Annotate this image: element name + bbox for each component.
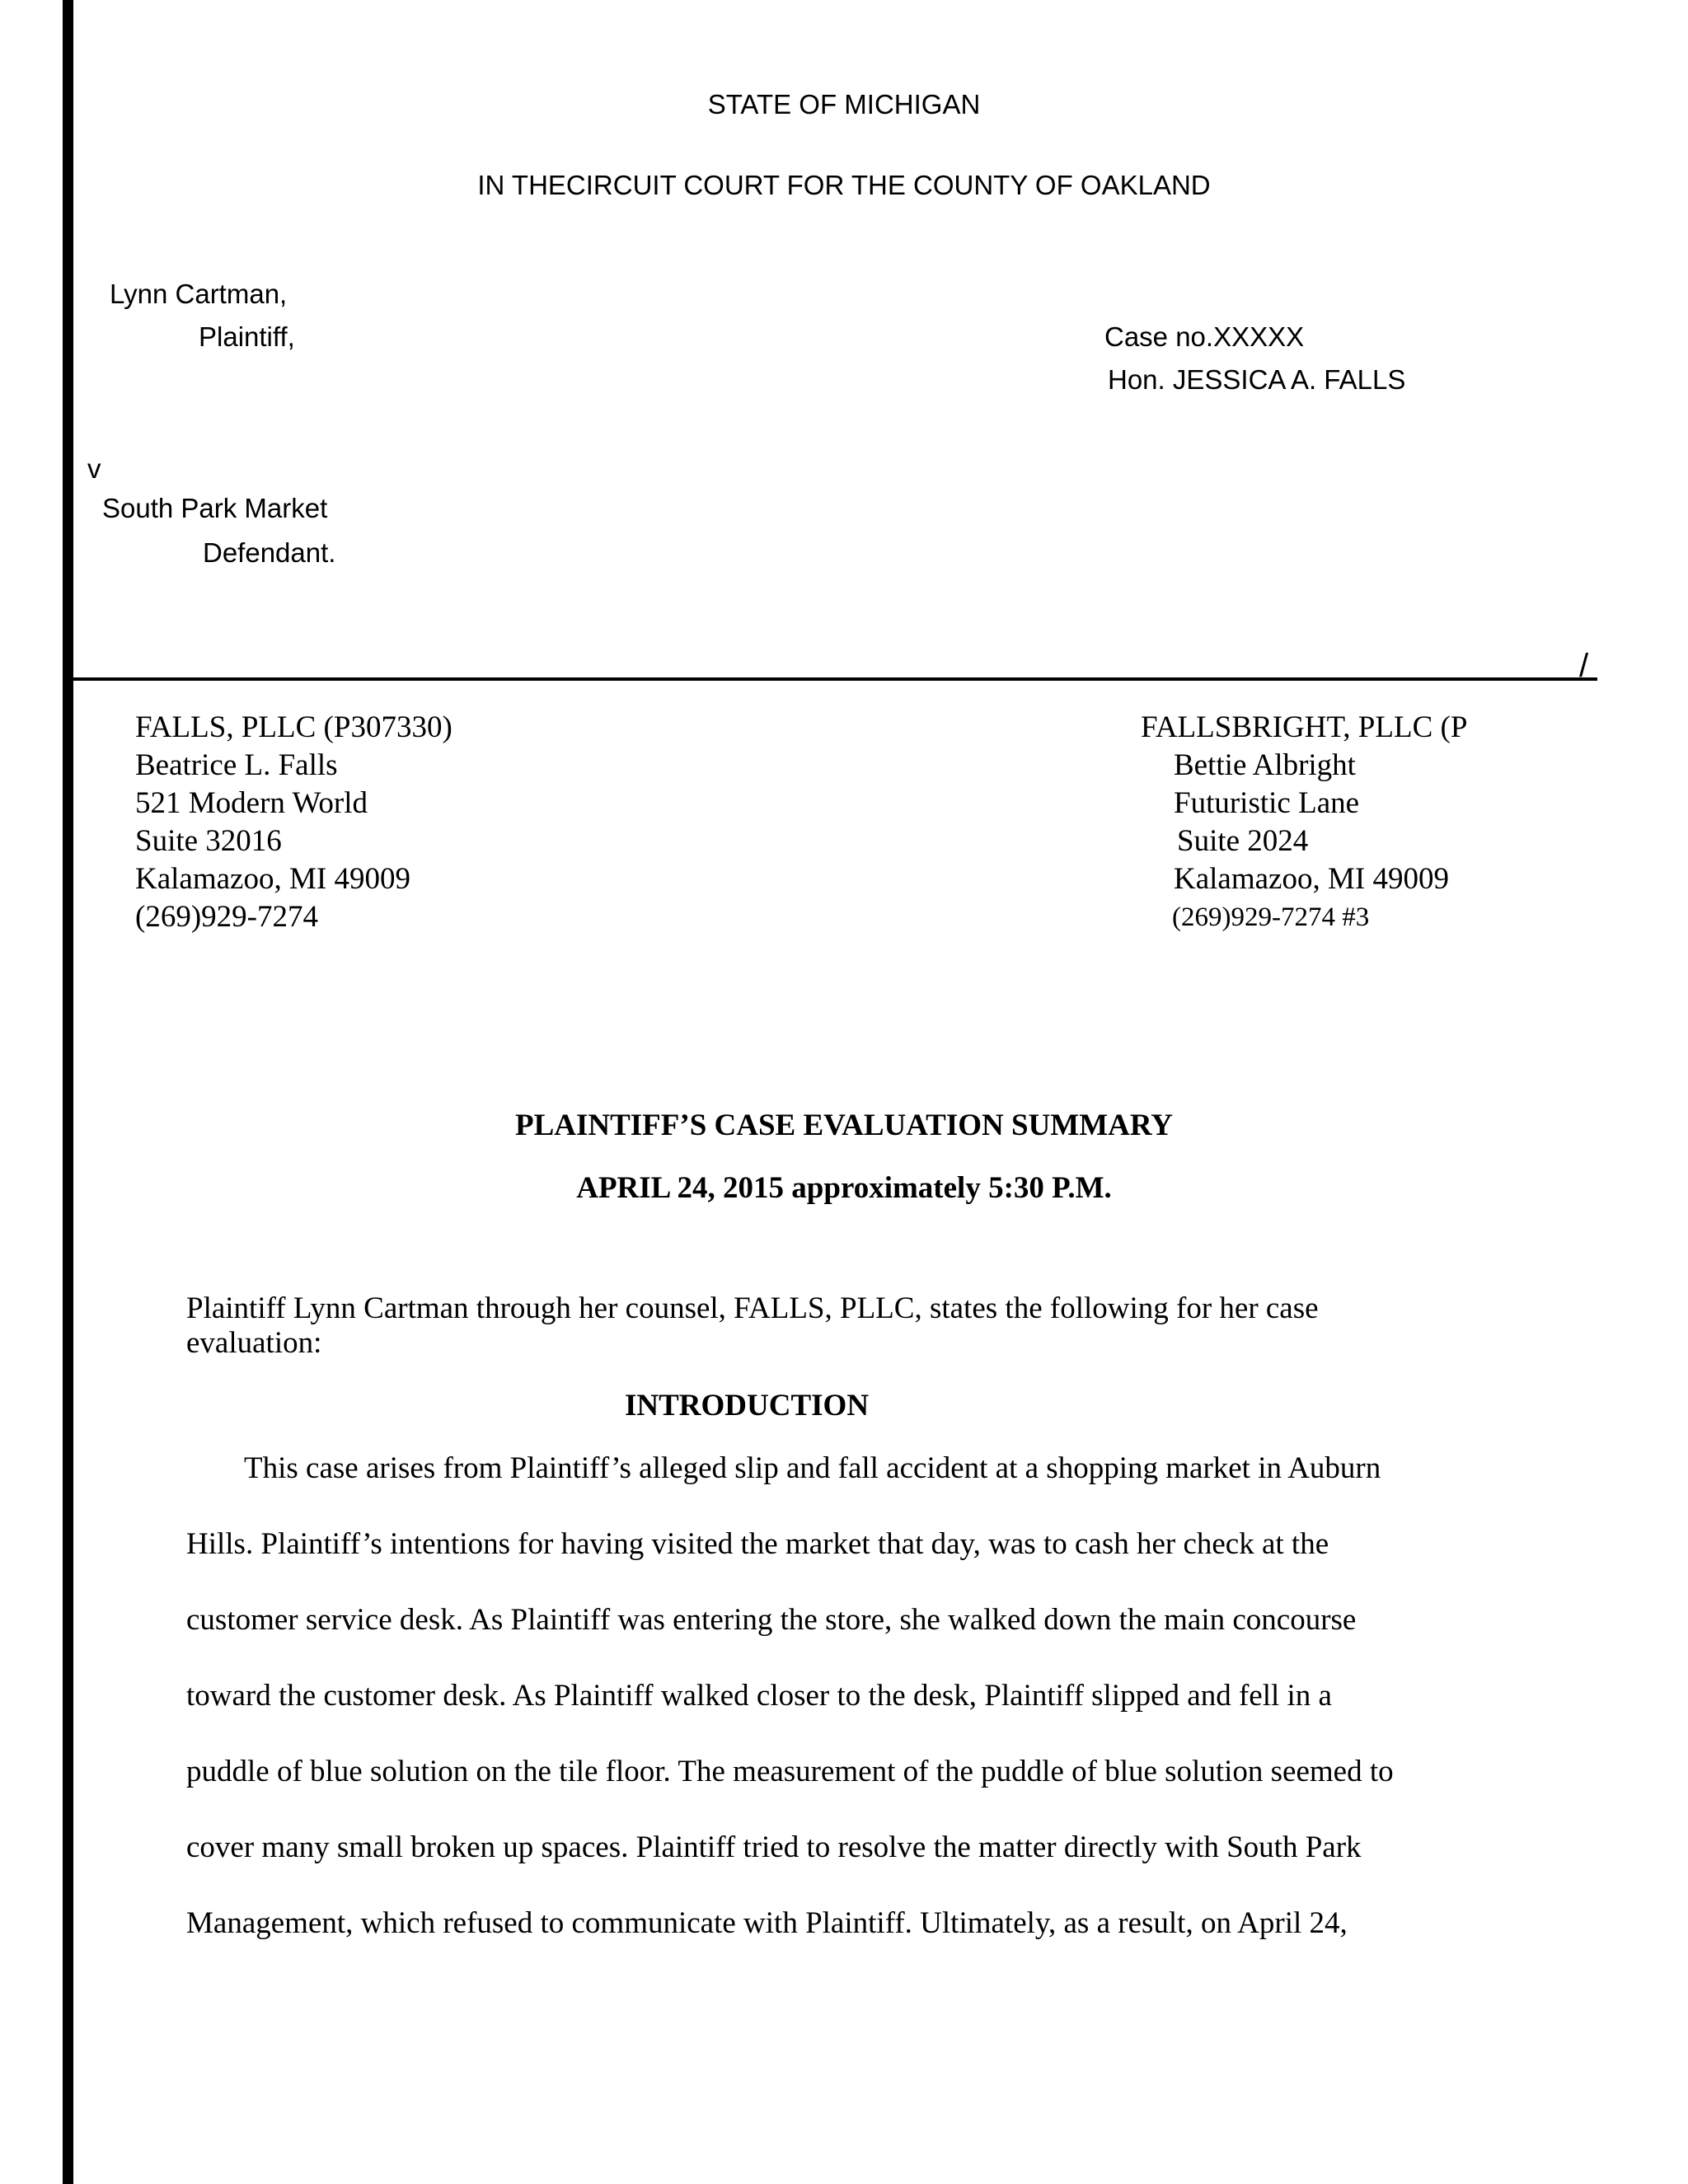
state-heading: STATE OF MICHIGAN [707,89,981,120]
defense-counsel-block [1141,709,1467,936]
caption-divider [63,677,1597,681]
incident-date: APRIL 24, 2015 approximately 5:30 P.M. [576,1171,1112,1205]
defense-counsel-suite: Suite 2024 [1177,824,1309,858]
body-line-1: This case arises from Plaintiff’s alleged slip and fall accident at a shopping market in Auburn [244,1451,1381,1485]
defense-counsel-city: Kalamazoo, MI 49009 [1174,862,1449,896]
body-line-7: Management, which refused to communicate with Plaintiff. Ultimately, as a result, on April 24, [186,1906,1348,1940]
versus-label: v [87,453,101,484]
plaintiff-counsel-street: 521 Modern World [135,786,368,820]
plaintiff-role: Plaintiff, [199,321,295,352]
defense-counsel-street: Futuristic Lane [1174,786,1360,820]
defendant-name: South Park Market [102,493,328,523]
plaintiff-counsel-phone: (269)929-7274 [135,900,318,934]
plaintiff-counsel-firm: FALLS, PLLC (P307330) [135,710,452,744]
judge-name: Hon. JESSICA A. FALLS [1108,364,1406,395]
left-margin-rule [63,0,73,2184]
intro-statement-line-1: Plaintiff Lynn Cartman through her counsel, FALLS, PLLC, states the following for her case [186,1291,1319,1325]
body-line-3: customer service desk. As Plaintiff was entering the store, she walked down the main concourse [186,1603,1357,1637]
body-line-5: puddle of blue solution on the tile floor. The measurement of the puddle of blue solution seemed to [186,1755,1394,1788]
defense-counsel-firm: FALLSBRIGHT, PLLC (P [1141,710,1468,744]
divider-slash: / [1579,648,1589,684]
body-line-4: toward the customer desk. As Plaintiff walked closer to the desk, Plaintiff slipped and fell in a [186,1679,1332,1713]
plaintiff-counsel-attorney: Beatrice L. Falls [135,748,338,782]
defendant-role: Defendant. [203,537,336,568]
court-heading: IN THECIRCUIT COURT FOR THE COUNTY OF OAKLAND [477,170,1211,200]
case-number: Case no.XXXXX [1104,321,1305,352]
section-heading: INTRODUCTION [625,1389,870,1422]
document-title: PLAINTIFF’S CASE EVALUATION SUMMARY [514,1108,1174,1142]
defense-counsel-phone: (269)929-7274 #3 [1172,902,1370,932]
body-line-6: cover many small broken up spaces. Plaintiff tried to resolve the matter directly with South Park [186,1830,1362,1864]
body-line-2: Hills. Plaintiff’s intentions for having visited the market that day, was to cash her check at the [186,1527,1329,1561]
defense-counsel-attorney: Bettie Albright [1174,748,1356,782]
plaintiff-name: Lynn Cartman, [110,279,288,309]
intro-statement-line-2: evaluation: [186,1326,322,1360]
plaintiff-counsel-city: Kalamazoo, MI 49009 [135,862,410,896]
plaintiff-counsel-suite: Suite 32016 [135,824,282,858]
plaintiff-counsel-block [135,709,452,936]
